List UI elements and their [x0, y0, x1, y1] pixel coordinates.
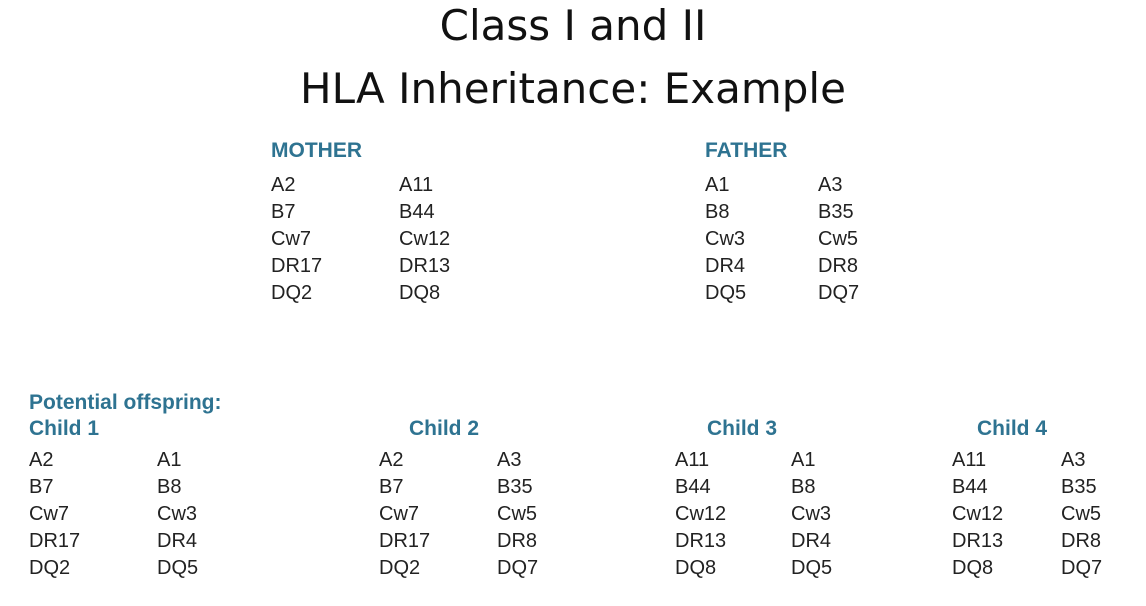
- allele: Cw3: [705, 228, 746, 250]
- child-1-maternal: [29, 447, 80, 582]
- title-line-1: Class I and II: [439, 1, 707, 50]
- allele: Cw3: [791, 503, 832, 525]
- allele: Cw12: [675, 503, 727, 525]
- allele: Cw7: [379, 503, 420, 525]
- child-4-maternal: [952, 447, 1003, 582]
- allele: Cw5: [1061, 503, 1102, 525]
- child-2-maternal: [379, 447, 430, 582]
- allele: DQ7: [1061, 557, 1103, 579]
- child-1-label: Child 1: [29, 417, 100, 440]
- child-3-label: Child 3: [707, 417, 778, 440]
- allele: DR4: [705, 255, 746, 277]
- allele: DR8: [497, 530, 538, 552]
- allele: B7: [29, 476, 54, 498]
- allele: B35: [1061, 476, 1097, 498]
- allele: A2: [29, 449, 54, 471]
- allele: DR13: [675, 530, 727, 552]
- mother-haplotype-2: [399, 172, 450, 307]
- allele: Cw12: [952, 503, 1004, 525]
- allele: B44: [952, 476, 988, 498]
- allele: Cw7: [271, 228, 312, 250]
- father-label: FATHER: [705, 139, 788, 162]
- allele: A2: [379, 449, 404, 471]
- allele: DR17: [29, 530, 81, 552]
- allele: DR4: [791, 530, 832, 552]
- title-line-2: HLA Inheritance: Example: [300, 64, 846, 113]
- allele: DQ8: [675, 557, 717, 579]
- allele: DR8: [1061, 530, 1102, 552]
- allele: DQ5: [157, 557, 199, 579]
- allele: A3: [1061, 449, 1086, 471]
- child-2-paternal: [497, 447, 538, 582]
- father-haplotype-2: [818, 172, 859, 307]
- allele: Cw3: [157, 503, 198, 525]
- allele: DQ8: [952, 557, 994, 579]
- mother-label: MOTHER: [271, 139, 362, 162]
- allele: DR13: [952, 530, 1004, 552]
- allele: A3: [497, 449, 522, 471]
- allele: B8: [791, 476, 816, 498]
- allele: Cw12: [399, 228, 451, 250]
- allele: Cw7: [29, 503, 70, 525]
- allele: A3: [818, 174, 843, 196]
- father-haplotype-1: [705, 172, 746, 307]
- mother-haplotype-1: [271, 172, 322, 307]
- allele: DQ5: [705, 282, 747, 304]
- allele: B7: [379, 476, 404, 498]
- allele: A11: [675, 449, 710, 471]
- allele: B44: [675, 476, 711, 498]
- allele: DQ7: [497, 557, 539, 579]
- allele: A11: [952, 449, 987, 471]
- allele: A11: [399, 174, 434, 196]
- child-3-maternal: [675, 447, 726, 582]
- allele: DR8: [818, 255, 859, 277]
- allele: Cw5: [818, 228, 859, 250]
- allele: B44: [399, 201, 435, 223]
- allele: B35: [497, 476, 533, 498]
- allele: B35: [818, 201, 854, 223]
- allele: DQ7: [818, 282, 860, 304]
- child-2-label: Child 2: [409, 417, 480, 440]
- offspring-label: Potential offspring:: [29, 391, 222, 414]
- child-4-label: Child 4: [977, 417, 1048, 440]
- allele: DQ8: [399, 282, 441, 304]
- allele: Cw5: [497, 503, 538, 525]
- child-4-paternal: [1061, 447, 1102, 582]
- allele: A1: [705, 174, 730, 196]
- allele: DR4: [157, 530, 198, 552]
- allele: DQ2: [29, 557, 71, 579]
- allele: B8: [705, 201, 730, 223]
- allele: DQ5: [791, 557, 833, 579]
- slide-title: [0, 0, 1146, 113]
- child-3-paternal: [791, 447, 832, 582]
- allele: DQ2: [379, 557, 421, 579]
- allele: DQ2: [271, 282, 313, 304]
- allele: DR17: [379, 530, 431, 552]
- allele: B7: [271, 201, 296, 223]
- allele: DR17: [271, 255, 323, 277]
- allele: A1: [157, 449, 182, 471]
- child-1-paternal: [157, 447, 198, 582]
- allele: A1: [791, 449, 816, 471]
- allele: B8: [157, 476, 182, 498]
- allele: DR13: [399, 255, 451, 277]
- allele: A2: [271, 174, 296, 196]
